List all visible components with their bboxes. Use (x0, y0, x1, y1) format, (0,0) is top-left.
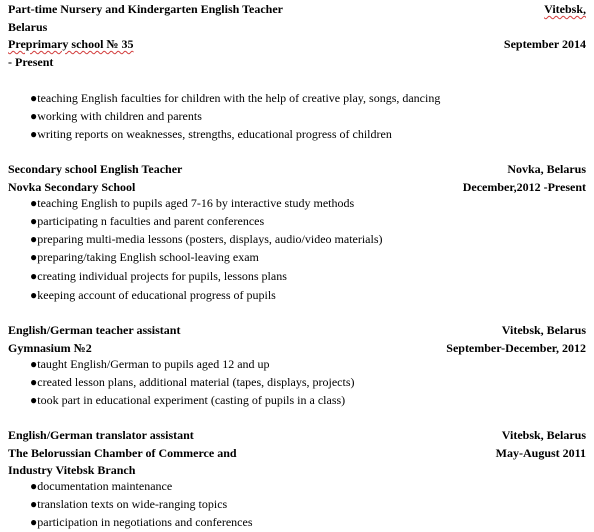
job2-bullet: ●keeping account of educational progress of pupils (30, 288, 276, 302)
job1-bullet: ●writing reports on weaknesses, strengths, educational progress of children (30, 127, 392, 141)
job3-date: September-December, 2012 (446, 341, 586, 355)
job2-bullet: ●creating individual projects for pupils, lessons plans (30, 269, 287, 283)
job1-country: Belarus (8, 20, 48, 34)
job1-city: Vitebsk, (544, 2, 586, 16)
job3-title: English/German teacher assistant (8, 323, 181, 337)
job3-bullet: ●taught English/German to pupils aged 12 and up (30, 357, 270, 371)
job4-bullet: ●translation texts on wide-ranging topics (30, 497, 228, 511)
job2-bullet: ●preparing multi-media lessons (posters, displays, audio/video materials) (30, 232, 383, 246)
job4-bullet: ●participation in negotiations and conferences (30, 515, 253, 529)
job2-bullet: ●teaching English to pupils aged 7-16 by interactive study methods (30, 196, 355, 210)
job1-date: September 2014 (503, 37, 586, 51)
job1-bullet: ●working with children and parents (30, 109, 202, 123)
job3-bullet: ●took part in educational experiment (casting of pupils in a class) (30, 393, 346, 407)
job2-title: Secondary school English Teacher (8, 162, 183, 176)
job1-org: Preprimary school № 35 (8, 37, 134, 51)
job4-date: May-August 2011 (495, 446, 586, 460)
job4-org-line2: Industry Vitebsk Branch (8, 463, 136, 477)
job2-org: Novka Secondary School (8, 180, 136, 194)
job2-bullet: ●participating n faculties and parent conferences (30, 214, 265, 228)
job1-title: Part-time Nursery and Kindergarten English Teacher (8, 2, 283, 16)
job4-bullet: ●documentation maintenance (30, 479, 173, 493)
job3-location: Vitebsk, Belarus (501, 323, 586, 337)
job1-date-cont: - Present (8, 55, 54, 69)
job2-bullet: ●preparing/taking English school-leaving exam (30, 250, 259, 264)
job2-date: December,2012 -Present (462, 180, 586, 194)
job2-location: Novka, Belarus (507, 162, 586, 176)
job4-location: Vitebsk, Belarus (501, 428, 586, 442)
job3-bullet: ●created lesson plans, additional material (tapes, displays, projects) (30, 375, 355, 389)
job4-org-line1: The Belorussian Chamber of Commerce and (8, 446, 237, 460)
job3-org: Gymnasium №2 (8, 341, 92, 355)
job1-bullet: ●teaching English faculties for children with the help of creative play, songs, dancing (30, 91, 441, 105)
job4-title: English/German translator assistant (8, 428, 194, 442)
